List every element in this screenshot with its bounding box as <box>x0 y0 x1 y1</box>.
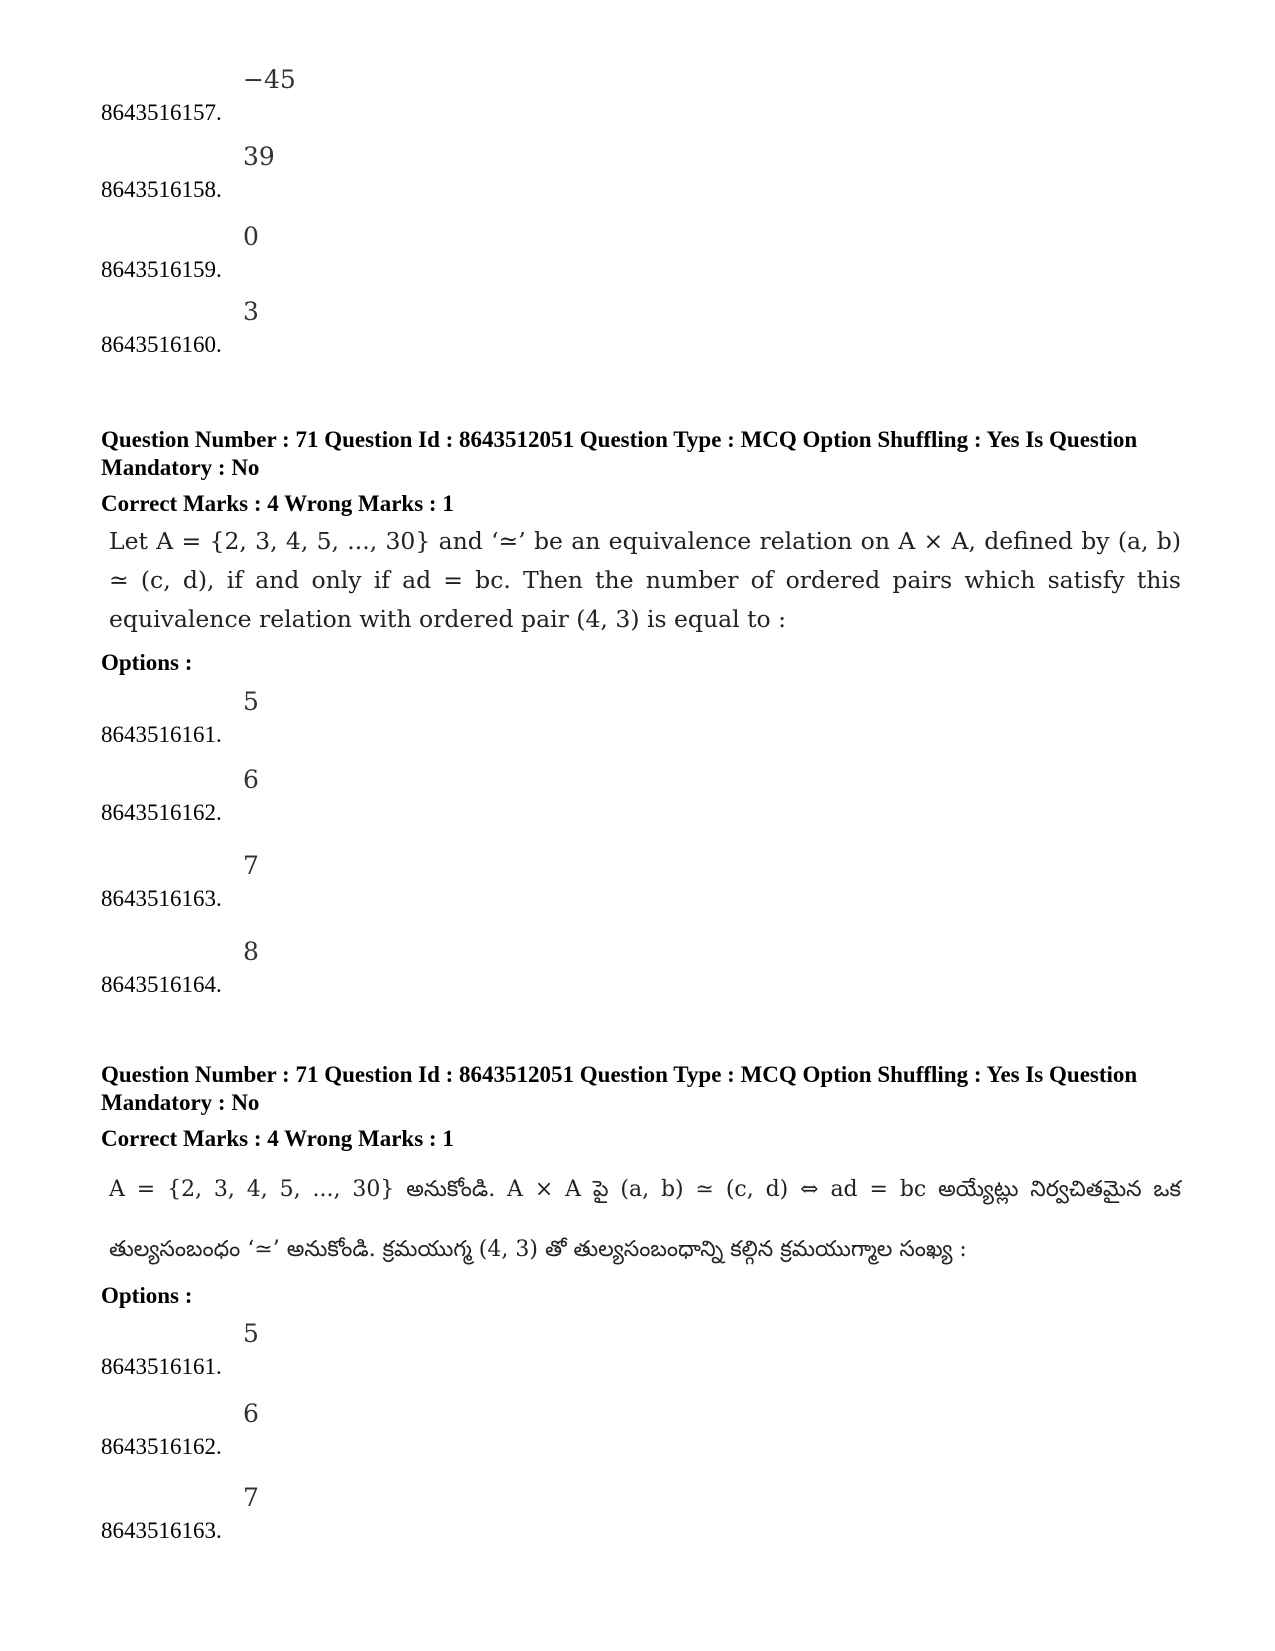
option-id: 8643516161. <box>101 722 222 747</box>
option-value: 6 <box>243 765 259 794</box>
option-row <box>101 688 501 748</box>
option-id: 8643516162. <box>101 800 222 825</box>
option-value: 3 <box>243 297 259 326</box>
option-row <box>101 1484 501 1544</box>
option-row <box>101 1400 501 1460</box>
option-value: 5 <box>243 687 259 716</box>
question-text: Let A = {2, 3, 4, 5, ..., 30} and ‘≃’ be an equivalence relation on A × A, defined by (a, b) ≃ (c, d), if and only if ad = bc. Then the number of ordered pairs which satisfy this equivalence relation with ordered pair (4, 3) is equal to : <box>109 527 1181 633</box>
option-row <box>101 298 501 358</box>
option-value: 0 <box>243 222 259 251</box>
option-value: 7 <box>243 851 259 880</box>
option-value: 39 <box>243 142 275 171</box>
option-id: 8643516158. <box>101 177 222 202</box>
option-value: 8 <box>243 937 259 966</box>
option-row <box>101 223 501 283</box>
question-text: A = {2, 3, 4, 5, ..., 30} అనుకోండి. A × A పై (a, b) ≃ (c, d) ⇔ ad = bc అయ్యేట్లు నిర్వచితమైన ఒక తుల్యసంబంధం ‘≃’ అనుకోండి. క్రమయుగ్మ (4, 3) తో తుల్యసంబంధాన్ని కల్గిన క్రమయుగ్మాల సంఖ్య : <box>109 1177 1181 1262</box>
option-id: 8643516163. <box>101 886 222 911</box>
question-header: Question Number : 71 Question Id : 8643512051 Question Type : MCQ Option Shuffling : Yes Is Question Mandatory : No <box>101 427 1138 480</box>
option-id: 8643516164. <box>101 972 222 997</box>
option-row <box>101 766 501 826</box>
option-value: 6 <box>243 1399 259 1428</box>
option-value: 7 <box>243 1483 259 1512</box>
option-id: 8643516160. <box>101 332 222 357</box>
question-header: Question Number : 71 Question Id : 8643512051 Question Type : MCQ Option Shuffling : Yes Is Question Mandatory : No <box>101 1062 1138 1115</box>
option-id: 8643516159. <box>101 257 222 282</box>
option-id: 8643516162. <box>101 1434 222 1459</box>
question-marks: Correct Marks : 4 Wrong Marks : 1 <box>101 1126 454 1151</box>
option-row <box>101 1320 501 1380</box>
option-row <box>101 66 501 126</box>
option-value: −45 <box>243 65 296 94</box>
option-value: 5 <box>243 1319 259 1348</box>
options-label: Options : <box>101 650 193 675</box>
option-row <box>101 143 501 203</box>
option-row <box>101 852 501 912</box>
question-marks: Correct Marks : 4 Wrong Marks : 1 <box>101 491 454 516</box>
options-label: Options : <box>101 1283 193 1308</box>
option-id: 8643516161. <box>101 1354 222 1379</box>
option-id: 8643516157. <box>101 100 222 125</box>
option-row <box>101 938 501 998</box>
option-id: 8643516163. <box>101 1518 222 1543</box>
